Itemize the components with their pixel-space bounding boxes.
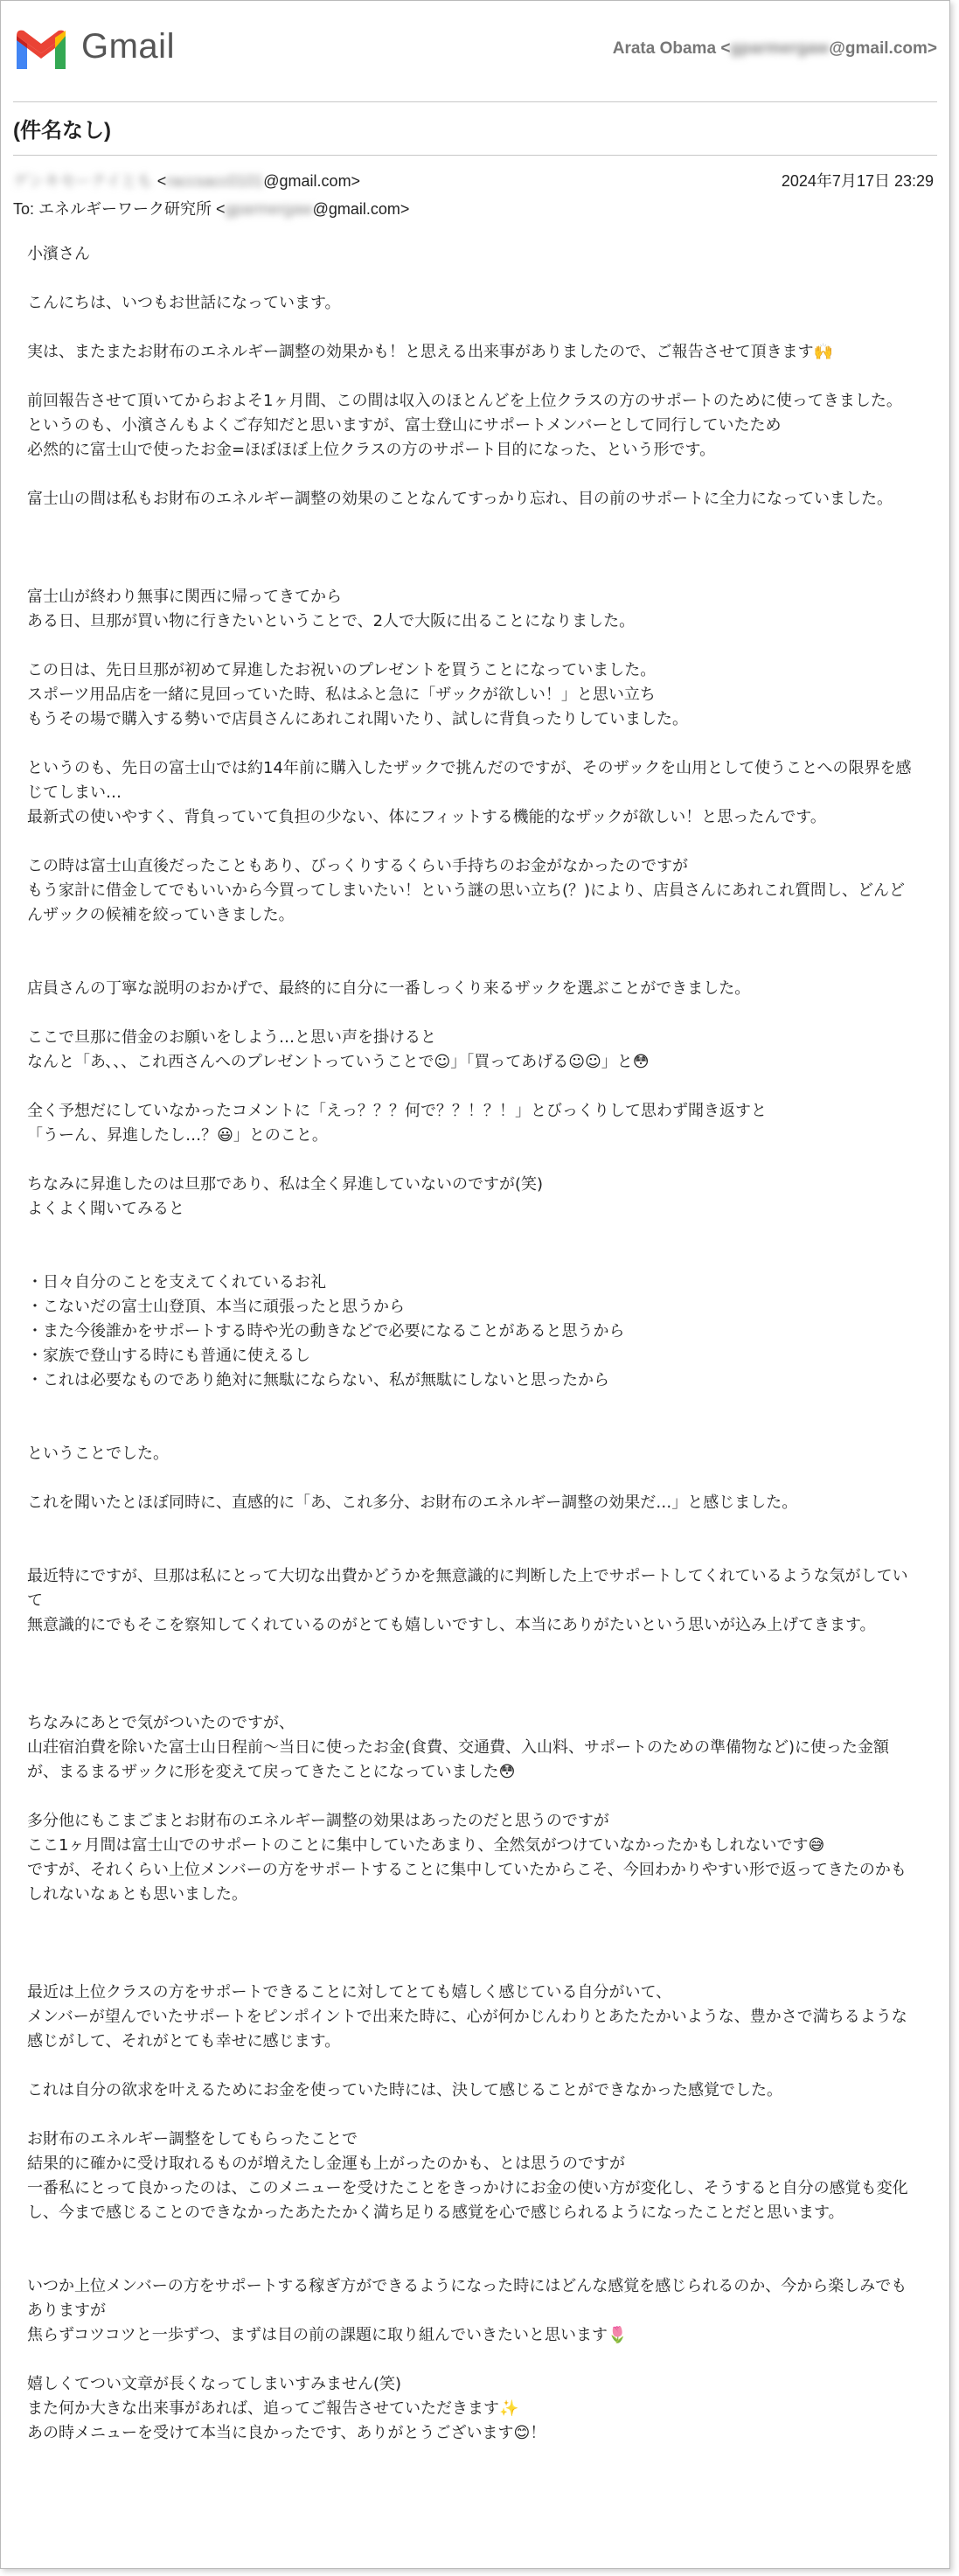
body-line	[27, 560, 919, 585]
body-line	[27, 830, 919, 854]
header-divider	[13, 101, 937, 102]
body-line	[27, 1148, 919, 1173]
body-line: 前回報告させて頂いてからおよそ1ヶ月間、この間は収入のほとんどを上位クラスの方のサポートのために使ってきました。	[27, 392, 902, 410]
body-line: ちなみにあとで気がついたのですが、	[27, 1714, 295, 1732]
body-line: ある日、旦那が買い物に行きたいということで、2人で大阪に出ることになりました。	[27, 612, 636, 630]
body-line: スポーツ用品店を一緒に見回っていた時、私はふと急に「ザックが欲しい！」と思い立ち	[27, 686, 656, 704]
account-email-domain: @gmail.com>	[829, 39, 937, 58]
body-line	[27, 2103, 919, 2127]
body-line	[27, 1417, 919, 1442]
body-line: メンバーが望んでいたサポートをピンポイントで出来た時に、心が何かじんわりとあたたかいような、豊かさで満ちるような感じがして、それがとても幸せに感じます。	[27, 2008, 907, 2050]
message-date: 2024年7月17日 23:29	[781, 172, 934, 190]
account-name: Arata Obama	[612, 39, 717, 58]
body-line: いつか上位メンバーの方をサポートする稼ぎ方ができるようになった時にはどんな感覚を感じられるのか、今から楽しみでもありますが	[27, 2277, 907, 2320]
body-line: というのも、小濱さんもよくご存知だと思いますが、富士登山にサポートメンバーとして同行していたため	[27, 416, 782, 435]
body-line: 必然的に富士山で使ったお金=ほぼほぼ上位クラスの方のサポート目的になった、という形です。	[27, 441, 716, 459]
body-line: この日は、先日旦那が初めて昇進したお祝いのプレゼントを買うことになっていました。	[27, 661, 657, 679]
body-line	[27, 1075, 919, 1099]
body-line: 多分他にもこまごまとお財布のエネルギー調整の効果はあったのだと思うのですが	[27, 1812, 609, 1830]
body-line: よくよく聞いてみると	[27, 1200, 184, 1218]
body-line: ・また今後誰かをサポートする時や光の動きなどで必要になることがあると思うから	[27, 1322, 625, 1340]
body-line: ということでした。	[27, 1445, 169, 1463]
body-line: 最新式の使いやすく、背負っていて負担の少ない、体にフィットする機能的なザックが欲しい！と思ったんです。	[27, 808, 826, 826]
body-line: 結果的に確かに受け取れるものが増えたし金運も上がったのかも、とは思うのですが	[27, 2155, 625, 2173]
sender-email-local: raccsacc0101	[166, 172, 264, 190]
body-line	[27, 2348, 919, 2372]
sender-name: ゲンキセーテイとも	[13, 172, 153, 190]
body-line: ・これは必要なものであり絶対に無駄にならない、私が無駄にしないと思ったから	[27, 1371, 609, 1389]
body-line	[27, 2054, 919, 2078]
body-line	[27, 1222, 919, 1246]
account-info: Arata Obama <gparmergaw@gmail.com>	[612, 39, 937, 58]
body-line: 山荘宿泊費を除いた富士山日程前～当日に使ったお金(食費、交通費、入山料、サポートのための準備物など)に使った金額が、まるまるザックに形を変えて戻ってきたことになっていました😳	[27, 1738, 890, 1781]
body-line: なんと「あ、、、これ西さんへのプレゼントっていうことで☺」「買ってあげる☺☺」と😳	[27, 1053, 650, 1071]
sender-email-domain: @gmail.com>	[263, 172, 361, 190]
app-name: Gmail	[81, 27, 175, 66]
body-line: あの時メニューを受けて本当に良かったです、ありがとうございます😊！	[27, 2424, 546, 2442]
body-line	[27, 463, 919, 487]
header	[1, 1, 949, 104]
body-line: 無意識的にでもそこを察知してくれているのがとても嬉しいですし、本当にありがたいという思いが込み上げてきます。	[27, 1616, 876, 1634]
body-line: また何か大きな出来事があれば、追ってご報告させていただきます✨	[27, 2399, 519, 2418]
body-line	[27, 316, 919, 340]
body-line: 店員さんの丁寧な説明のおかげで、最終的に自分に一番しっくり来るザックを選ぶことができました。	[27, 979, 751, 998]
account-email-local: gparmergaw	[730, 39, 830, 58]
body-line: お財布のエネルギー調整をしてもらったことで	[27, 2130, 358, 2148]
sender-line: ゲンキセーテイとも <raccsacc0101@gmail.com>	[13, 172, 361, 190]
body-line	[27, 2225, 919, 2250]
body-line: ここ1ヶ月間は富士山でのサポートのことに集中していたあまり、全然気がつけていなかったかもしれないです😅	[27, 1836, 825, 1855]
body-line: 実は、またまたお財布のエネルギー調整の効果かも！と思える出来事がありましたので、ご報告させて頂きます🙌	[27, 343, 834, 361]
body-line: ここで旦那に借金のお願いをしよう…と思い声を掛けると	[27, 1028, 436, 1047]
body-line	[27, 1540, 919, 1564]
body-line: ですが、それくらい上位メンバーの方をサポートすることに集中していたからこそ、今回わかりやすい形で返ってきたのかもしれないなぁとも思いました。	[27, 1861, 907, 1904]
body-line: もうその場で購入する勢いで店員さんにあれこれ聞いたり、試しに背負ったりしていました。	[27, 710, 688, 728]
body-line	[27, 928, 919, 952]
body-line: これは自分の欲求を叶えるためにお金を使っていた時には、決して感じることができなかった感覚でした。	[27, 2081, 782, 2099]
gmail-logo-icon	[13, 27, 69, 71]
body-line	[27, 267, 919, 291]
body-line: この時は富士山直後だったこともあり、びっくりするくらい手持ちのお金がなかったのですが	[27, 857, 688, 875]
subject-divider	[13, 155, 937, 156]
body-line: 全く予想だにしていなかったコメントに「えっ？？？何で？？！？！」とびっくりして思わず聞き返すと	[27, 1102, 767, 1120]
body-line	[27, 1662, 919, 1687]
body-line: 最近特にですが、旦那は私にとって大切な出費かどうかを無意識的に判断した上でサポートしてくれているような気がしていて	[27, 1567, 908, 1610]
body-line: 一番私にとって良かったのは、このメニューを受けたことをきっかけにお金の使い方が変化し、そうすると自分の感覚も変化し、今まで感じることのできなかったあたたかく満ち足りる感覚を心で感じられるようになったことだと思います。	[27, 2179, 908, 2222]
body-line	[27, 634, 919, 658]
recipient-prefix: To: エネルギーワーク研究所 <	[13, 200, 226, 218]
body-line	[27, 1466, 919, 1491]
body-line: もう家計に借金してでもいいから今買ってしまいたい！という謎の思い立ち(？)により、店員さんにあれこれ質問し、どんどんザックの候補を絞っていきました。	[27, 881, 906, 924]
body-line: 富士山が終わり無事に関西に帰ってきてから	[27, 588, 342, 606]
body-line	[27, 1515, 919, 1540]
body-line	[27, 1393, 919, 1417]
recipient-email-local: gparmergaw	[225, 200, 313, 218]
body-line: これを聞いたとほぼ同時に、直感的に「あ、これ多分、お財布のエネルギー調整の効果だ…」と感じました。	[27, 1493, 798, 1512]
message-subject: (件名なし)	[13, 119, 111, 143]
body-line	[27, 1907, 919, 1932]
body-line: 最近は上位クラスの方をサポートできることに対してとても嬉しく感じている自分がいて、	[27, 1983, 672, 2002]
body-line: 小濱さん	[27, 245, 90, 263]
body-line: ・家族で登山する時にも普通に使えるし	[27, 1347, 310, 1365]
body-line	[27, 1687, 919, 1711]
body-line	[27, 1638, 919, 1662]
body-line: 富士山の間は私もお財布のエネルギー調整の効果のことなんてすっかり忘れ、目の前のサポートに全力になっていました。	[27, 490, 893, 508]
recipient-line	[13, 197, 409, 219]
body-line	[27, 1246, 919, 1271]
body-line	[27, 512, 919, 536]
body-line	[27, 536, 919, 560]
body-line	[27, 2250, 919, 2274]
body-line	[27, 1932, 919, 1956]
body-line: ちなみに昇進したのは旦那であり、私は全く昇進していないのですが(笑)	[27, 1175, 544, 1194]
message-body	[27, 242, 919, 2446]
body-line: というのも、先日の富士山では約14年前に購入したザックで挑んだのですが、そのザックを山用として使うことへの限界を感じてしまい…	[27, 759, 912, 802]
body-line: 「うーん、昇進したし…？😃」とのこと。	[27, 1126, 328, 1145]
body-line	[27, 1001, 919, 1026]
body-line: ・こないだの富士山登頂、本当に頑張ったと思うから	[27, 1298, 405, 1316]
body-line: こんにちは、いつもお世話になっています。	[27, 294, 341, 312]
body-line	[27, 1785, 919, 1809]
body-line: 焦らずコツコツと一歩ずつ、まずは目の前の課題に取り組んでいきたいと思います🌷	[27, 2326, 628, 2344]
recipient-email-domain: @gmail.com>	[312, 200, 410, 218]
body-line	[27, 365, 919, 389]
body-line	[27, 1956, 919, 1981]
body-line: ・日々自分のことを支えてくれているお礼	[27, 1273, 326, 1291]
body-line: 嬉しくてつい文章が長くなってしまいすみません(笑)	[27, 2375, 402, 2393]
body-line	[27, 952, 919, 977]
body-line	[27, 732, 919, 756]
